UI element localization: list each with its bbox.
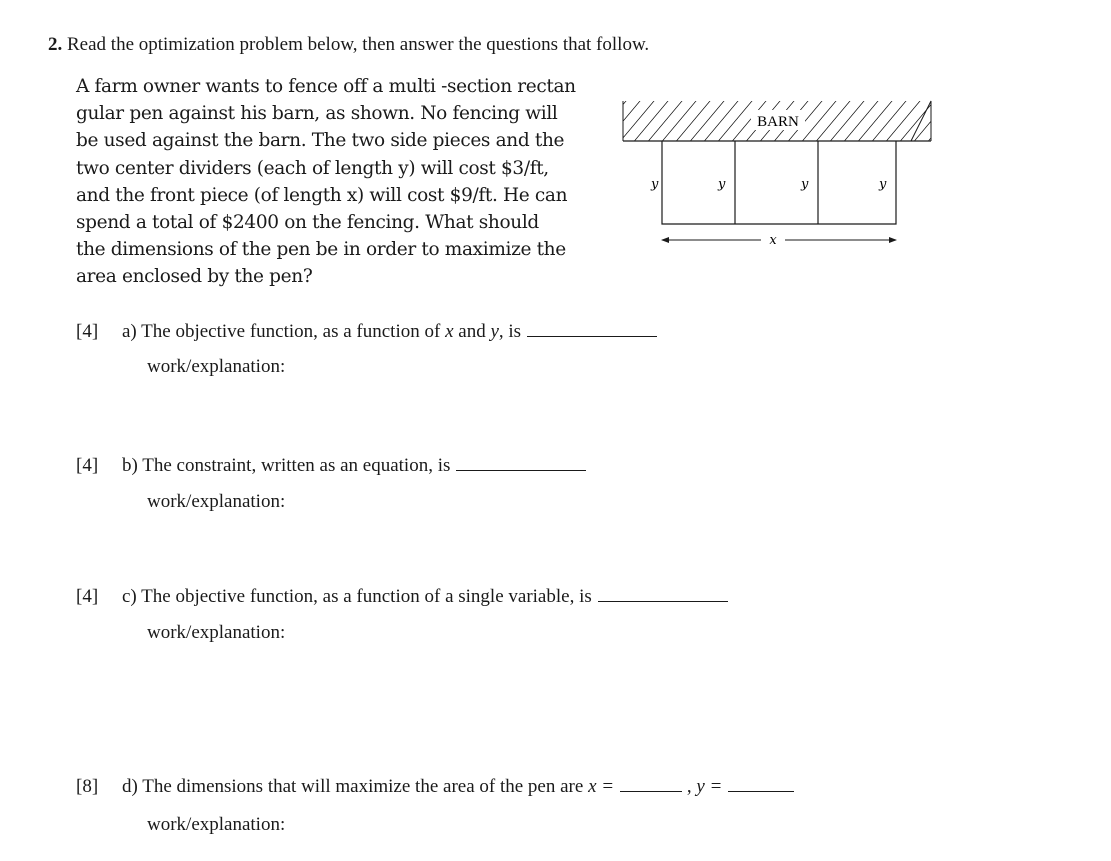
- problem-line: two center dividers (each of length y) will cost $3/ft,: [76, 157, 549, 179]
- side-length-label: y: [879, 177, 887, 192]
- question-c-text: c) The objective function, as a function of a single variable, is: [122, 586, 592, 607]
- answer-blank-x[interactable]: [620, 777, 682, 792]
- divider-length-label: y: [718, 177, 726, 192]
- question-instruction: Read the optimization problem below, then answer the questions that follow.: [67, 34, 650, 55]
- question-number: 2.: [48, 34, 63, 55]
- x-equals: x =: [588, 776, 615, 797]
- front-length-label: x: [769, 233, 777, 248]
- marks-c: [4]: [76, 586, 99, 607]
- divider-length-label: y: [801, 177, 809, 192]
- marks-a: [4]: [76, 321, 99, 342]
- answer-blank-b[interactable]: [456, 456, 586, 471]
- question-c: [76, 586, 728, 608]
- work-label-c: work/explanation:: [147, 622, 286, 643]
- pen-fence: [662, 141, 896, 224]
- question-d-text: d) The dimensions that will maximize the area of the pen are: [122, 776, 584, 797]
- answer-blank-c[interactable]: [598, 587, 728, 602]
- side-length-label: y: [651, 177, 659, 192]
- question-b-text: b) The constraint, written as an equation, is: [122, 455, 451, 476]
- answer-blank-a[interactable]: [527, 322, 657, 337]
- separator-comma: ,: [686, 776, 692, 797]
- problem-line: gular pen against his barn, as shown. No fencing will: [76, 103, 558, 125]
- problem-line: spend a total of $2400 on the fencing. What should: [76, 212, 539, 234]
- barn-label: BARN: [757, 114, 799, 130]
- problem-line: the dimensions of the pen be in order to maximize the: [76, 239, 566, 261]
- var-y: y: [490, 321, 499, 342]
- work-label-d: work/explanation:: [147, 814, 286, 835]
- question-d: [76, 776, 794, 798]
- problem-line: A farm owner wants to fence off a multi -section rectan: [76, 76, 576, 97]
- problem-line: and the front piece (of length x) will cost $9/ft. He can: [76, 184, 568, 206]
- problem-statement: [76, 73, 596, 291]
- question-a-and: and: [458, 321, 486, 342]
- answer-blank-y[interactable]: [728, 777, 794, 792]
- problem-line: area enclosed by the pen?: [76, 266, 313, 288]
- question-a-suffix: , is: [498, 321, 522, 342]
- question-a-text: a) The objective function, as a function of: [122, 321, 441, 342]
- question-a: [76, 321, 657, 343]
- marks-b: [4]: [76, 455, 99, 476]
- question-b: [76, 455, 586, 477]
- var-x: x: [445, 321, 454, 342]
- problem-line: be used against the barn. The two side pieces and the: [76, 130, 565, 152]
- y-equals: y =: [696, 776, 723, 797]
- marks-d: [8]: [76, 776, 99, 797]
- question-heading: [48, 34, 649, 56]
- pen-diagram: [615, 95, 945, 255]
- work-label-b: work/explanation:: [147, 491, 286, 512]
- work-label-a: work/explanation:: [147, 356, 286, 377]
